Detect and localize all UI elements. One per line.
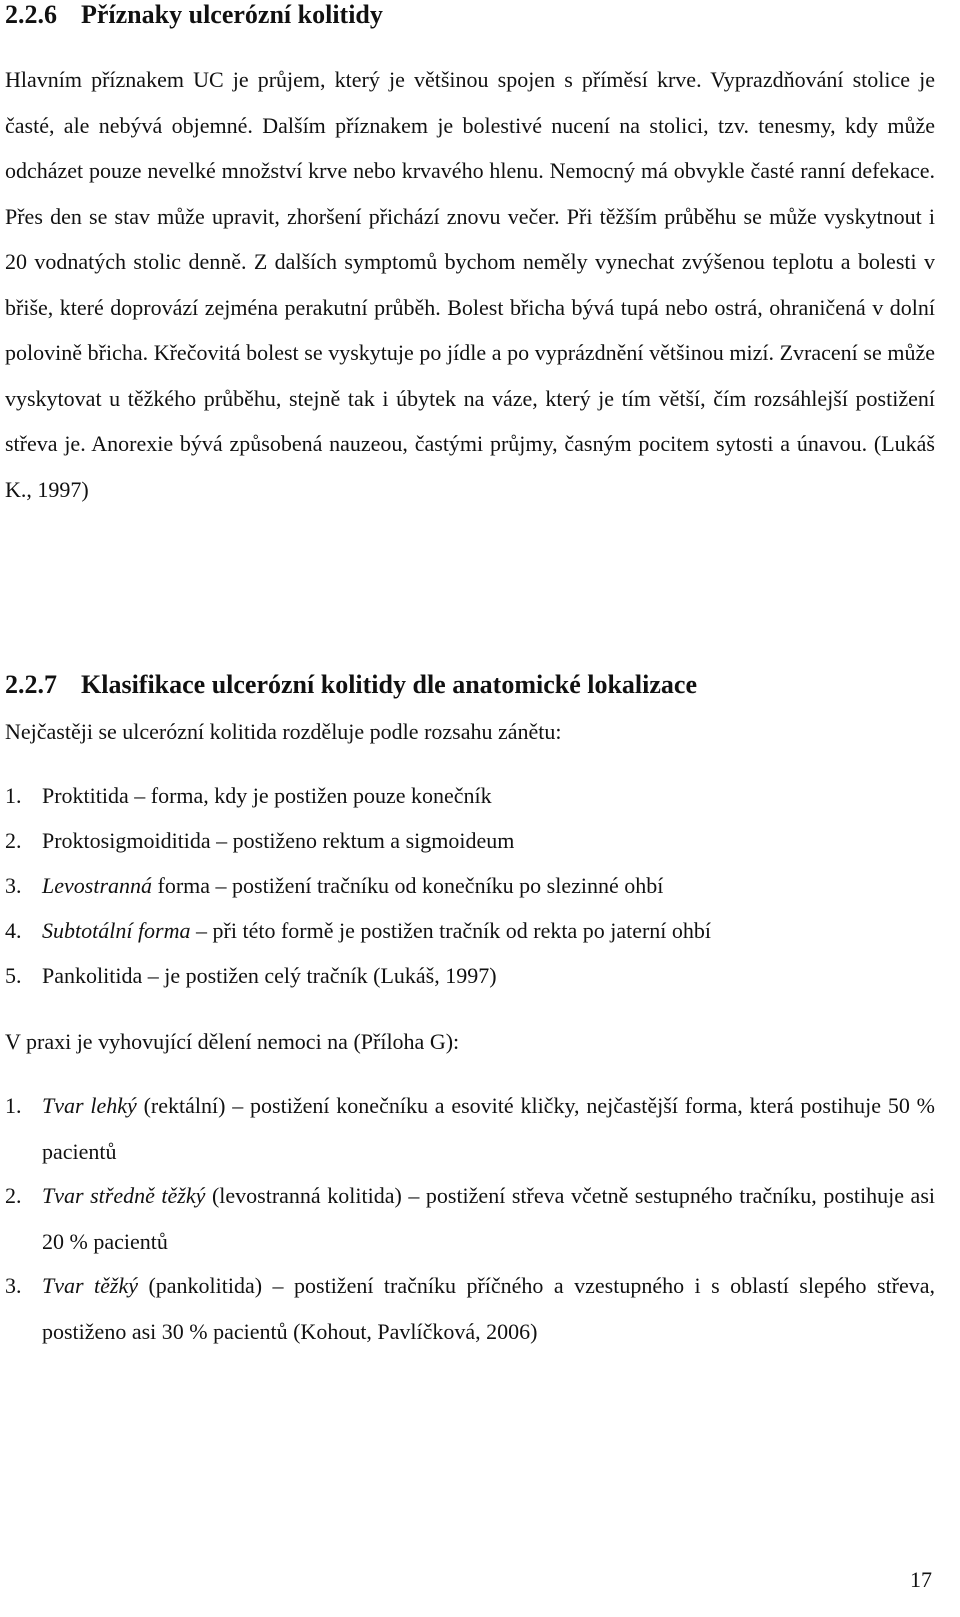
section-number: 2.2.7 <box>5 670 57 699</box>
section-number: 2.2.6 <box>5 0 57 29</box>
body-paragraph: Hlavním příznakem UC je průjem, který je většinou spojen s příměsí krve. Vyprazdňování stolice je časté, ale nebývá objemné. Dalším příznakem je bolestivé nucení na stolici, tzv. tenesmy, kdy může odcházet pouze nevelké množství krve nebo krvavého hlenu. Nemocný má obvykle časté ranní defekace. Přes den se stav může upravit, zhoršení přichází znovu večer. Při těžším průběhu se může vyskytnout i 20 vodnatých stolic denně. Z dalších symptomů bychom neměly vynechat zvýšenou teplotu a bolesti v břiše, které doprovází zejména perakutní průběh. Bolest břicha bývá tupá nebo ostrá, ohraničená v dolní polovině břicha. Křečovitá bolest se vyskytuje po jídle a po vyprázdnění většinou mizí. Zvracení se může vyskytovat u těžkého průběhu, stejně tak i úbytek na váze, který je tím větší, čím rozsáhlejší postižení střeva je. Anorexie bývá způsobená nauzeou, častými průjmy, časným pocitem sytosti a únavou. (Lukáš K., 1997) <box>5 67 935 502</box>
section-heading-2-2-7 <box>5 670 697 700</box>
section-title: Klasifikace ulcerózní kolitidy dle anatomické lokalizace <box>81 670 698 699</box>
list-intro-2: V praxi je vyhovující dělení nemoci na (Příloha G): <box>5 1029 460 1054</box>
page-number: 17 <box>910 1567 932 1592</box>
list-intro: Nejčastěji se ulcerózní kolitida rozděluje podle rozsahu zánětu: <box>5 719 562 744</box>
section-title: Příznaky ulcerózní kolitidy <box>81 0 383 29</box>
section-heading-2-2-6 <box>5 0 383 30</box>
